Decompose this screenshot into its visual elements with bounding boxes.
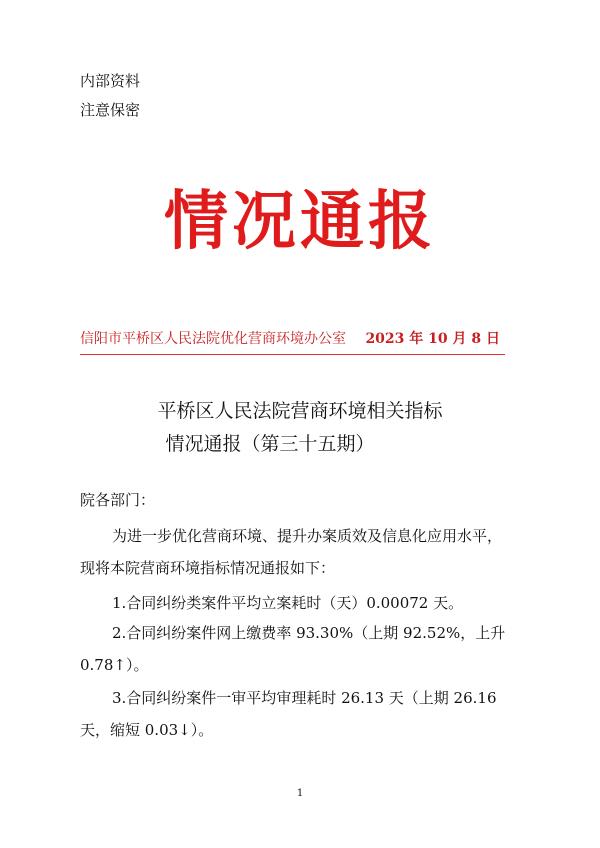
- masthead-title: 情况通报: [164, 184, 436, 259]
- issuer-row: [80, 329, 500, 349]
- confidential-label-internal: 内部资料: [80, 72, 141, 90]
- document-title-line2: 情况通报（第三十五期）: [165, 433, 375, 455]
- salutation: 院各部门：: [80, 491, 156, 509]
- page-number: 1: [296, 788, 304, 799]
- indicator-item-2-line1: 2.合同纠纷案件网上缴费率 93.30%（上期 92.52%，上升: [112, 624, 506, 642]
- indicator-item-3-line2: 天，缩短 0.03↓）。: [80, 721, 214, 739]
- confidential-label-secret: 注意保密: [80, 101, 141, 119]
- issuer-name: 信阳市平桥区人民法院优化营商环境办公室: [80, 331, 346, 347]
- document-title-line1: 平桥区人民法院营商环境相关指标: [157, 400, 443, 422]
- intro-paragraph-line1: 为进一步优化营商环境、提升办案质效及信息化应用水平，: [112, 527, 503, 545]
- issue-date: 2023 年 10 月 8 日: [365, 331, 500, 347]
- red-divider: [80, 354, 505, 355]
- indicator-item-3-line1: 3.合同纠纷案件一审平均审理耗时 26.13 天（上期 26.16: [112, 689, 497, 707]
- indicator-item-1: 1.合同纠纷类案件平均立案耗时（天）0.00072 天。: [112, 594, 464, 612]
- indicator-item-2-line2: 0.78↑）。: [80, 656, 149, 674]
- intro-paragraph-line2: 现将本院营商环境指标情况通报如下：: [80, 559, 336, 577]
